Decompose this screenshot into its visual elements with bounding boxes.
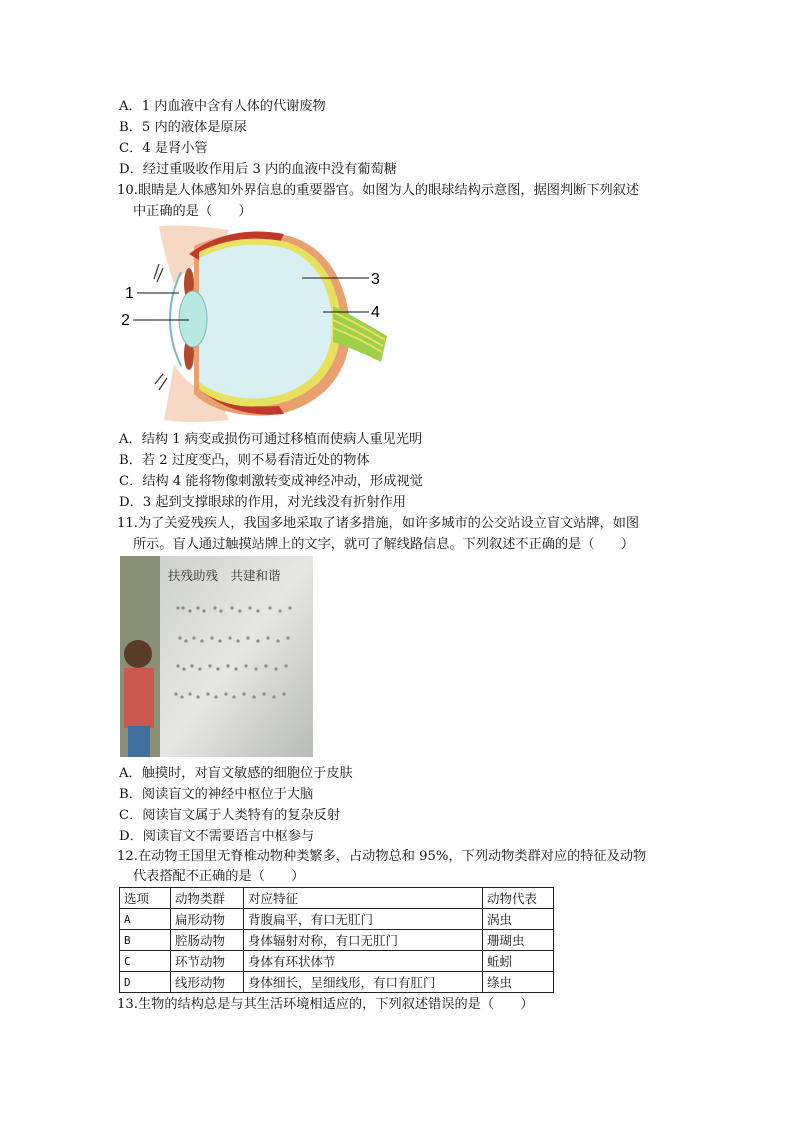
q9-option-a: A．1 内血液中含有人体的代谢废物 xyxy=(119,99,326,114)
eye-structure-diagram xyxy=(119,224,389,424)
q9-option-c: C．4 是肾小管 xyxy=(119,141,208,156)
table-cell: 环节动物 xyxy=(171,951,244,972)
q10-option-b: B．若 2 过度变凸，则不易看清近处的物体 xyxy=(119,453,370,468)
q10-stem-line1: 10.眼睛是人体感知外界信息的重要器官。如图为人的眼球结构示意图，据图判断下列叙述 xyxy=(117,183,640,198)
table-header-cell: 动物代表 xyxy=(483,888,554,909)
table-header-cell: 动物类群 xyxy=(171,888,244,909)
table-cell: 背腹扁平，有口无肛门 xyxy=(244,909,483,930)
q13-stem-line1: 13.生物的结构总是与其生活环境相适应的，下列叙述错误的是（ ） xyxy=(117,997,534,1012)
table-row xyxy=(120,909,554,930)
table-cell: 腔肠动物 xyxy=(171,930,244,951)
q10-option-c: C．结构 4 能将物像刺激转变成神经冲动，形成视觉 xyxy=(119,474,423,489)
table-cell: 身体辐射对称，有口无肛门 xyxy=(244,930,483,951)
table-cell: 身体有环状体节 xyxy=(244,951,483,972)
eye-label-4: 4 xyxy=(371,304,380,321)
sign-heading: 扶残助残 共建和谐 xyxy=(168,568,281,583)
table-cell: 涡虫 xyxy=(483,909,554,930)
eye-label-3: 3 xyxy=(371,271,380,288)
q10-stem-line2: 中正确的是（ ） xyxy=(133,204,252,219)
vitreous-body xyxy=(199,245,332,399)
q10-option-d: D．3 起到支撑眼球的作用，对光线没有折射作用 xyxy=(119,495,406,510)
lens xyxy=(179,291,207,347)
table-cell: A xyxy=(120,909,171,930)
q9-option-b: B．5 内的液体是原尿 xyxy=(119,120,247,135)
metal-plate xyxy=(160,556,313,757)
person-head xyxy=(124,640,152,668)
q11-option-c: C．阅读盲文属于人类特有的复杂反射 xyxy=(119,808,341,823)
table-row xyxy=(120,951,554,972)
q12-options-table xyxy=(119,887,554,993)
table-cell: 蚯蚓 xyxy=(483,951,554,972)
table-cell: C xyxy=(120,951,171,972)
q11-stem-line2: 所示。盲人通过触摸站牌上的文字，就可了解线路信息。下列叙述不正确的是（ ） xyxy=(133,537,635,552)
eye-label-1: 1 xyxy=(125,285,134,302)
person-shirt xyxy=(124,668,154,728)
q12-stem-line2: 代表搭配不正确的是（ ） xyxy=(133,869,305,884)
q11-option-b: B．阅读盲文的神经中枢位于大脑 xyxy=(119,787,314,802)
table-cell: D xyxy=(120,972,171,993)
table-row xyxy=(120,930,554,951)
table-cell: 扁形动物 xyxy=(171,909,244,930)
table-row xyxy=(120,972,554,993)
q11-stem-line1: 11.为了关爱残疾人，我国多地采取了诸多措施，如许多城市的公交站设立盲文站牌，如图 xyxy=(117,516,640,531)
table-cell: 线形动物 xyxy=(171,972,244,993)
q11-option-d: D．阅读盲文不需要语言中枢参与 xyxy=(119,829,315,844)
q10-option-a: A．结构 1 病变或损伤可通过移植而使病人重见光明 xyxy=(119,432,423,447)
table-header-row xyxy=(120,888,554,909)
braille-sign-photo xyxy=(120,556,313,757)
table-cell: B xyxy=(120,930,171,951)
table-header-cell: 选项 xyxy=(120,888,171,909)
eye-label-2: 2 xyxy=(121,312,130,329)
q11-option-a: A．触摸时，对盲文敏感的细胞位于皮肤 xyxy=(119,766,353,781)
table-header-cell: 对应特征 xyxy=(244,888,483,909)
table-cell: 珊瑚虫 xyxy=(483,930,554,951)
table-cell: 身体细长，呈细线形，有口有肛门 xyxy=(244,972,483,993)
q9-option-d: D．经过重吸收作用后 3 内的血液中没有葡萄糖 xyxy=(119,162,397,177)
table-cell: 绦虫 xyxy=(483,972,554,993)
q12-stem-line1: 12.在动物王国里无脊椎动物种类繁多，占动物总和 95%，下列动物类群对应的特征及动物 xyxy=(117,849,647,864)
